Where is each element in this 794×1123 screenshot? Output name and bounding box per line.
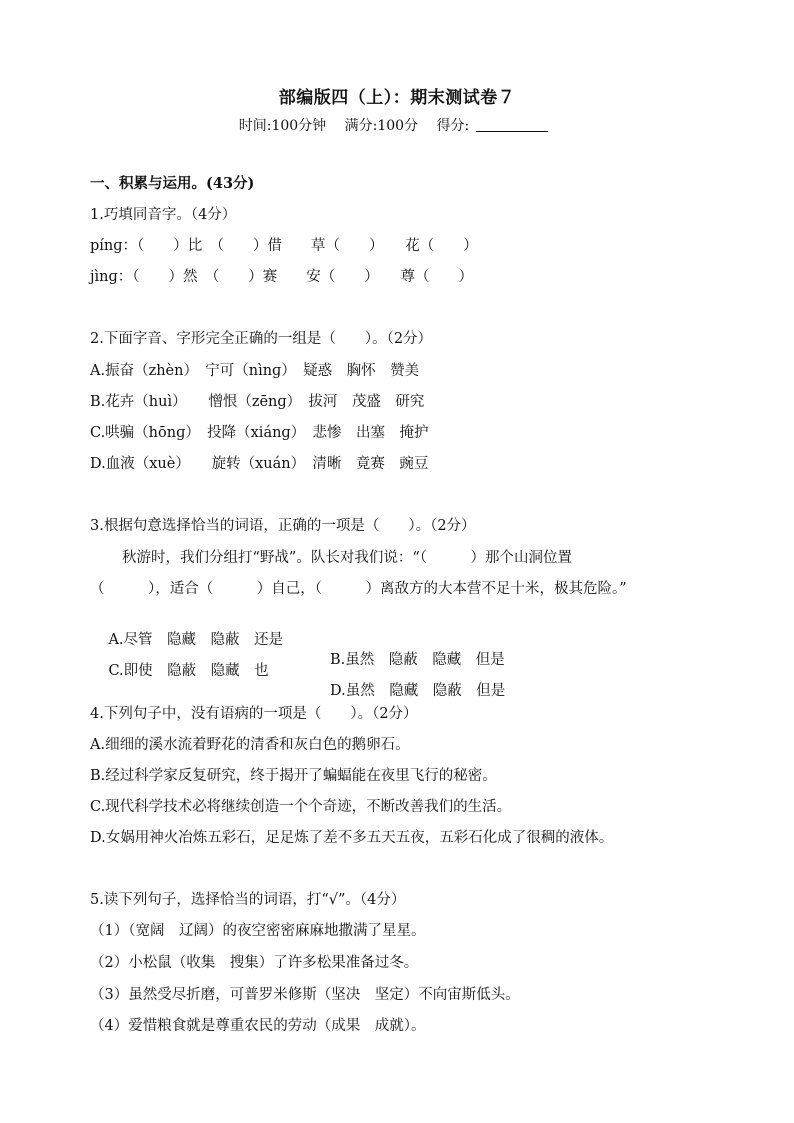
q4-option-a: A.细细的溪水流着野花的清香和灰白色的鹅卵石。 <box>90 737 410 753</box>
q3-option-a: A.尽管 隐藏 隐蔽 还是 <box>108 632 284 648</box>
q5-stem: 5.读下列句子，选择恰当的词语，打“√”。（4分） <box>90 892 406 908</box>
q4-stem: 4.下列句子中，没有语病的一项是（ ）。（2分） <box>90 706 418 722</box>
time-label: 时间:100分钟 <box>238 118 327 134</box>
score-label: 得分: <box>436 118 470 134</box>
q3-option-b: B.虽然 隐蔽 隐藏 但是 <box>330 652 505 668</box>
q2-option-a: A.振奋（zhèn） 宁可（nìnɡ） 疑惑 胸怀 赞美 <box>90 363 420 379</box>
q3-option-d: D.虽然 隐藏 隐蔽 但是 <box>330 683 506 699</box>
q3-passage-line2: （ ），适合（ ）自己，（ ）离敌方的大本营不足十米，极其危险。” <box>90 581 627 597</box>
q5-item-4: （4）爱惜粮食就是尊重农民的劳动（成果 成就）。 <box>90 1018 426 1034</box>
q5-item-1: （1）（宽阔 辽阔）的夜空密密麻麻地撒满了星星。 <box>90 923 426 939</box>
q2-option-b: B.花卉（huì） 憎恨（zēnɡ） 拔河 茂盛 研究 <box>90 394 425 410</box>
q1-stem: 1.巧填同音字。（4分） <box>90 207 237 223</box>
q5-item-3: （3）虽然受尽折磨，可普罗米修斯（坚决 坚定）不向宙斯低头。 <box>90 987 520 1003</box>
q4-option-c: C.现代科学技术必将继续创造一个个奇迹，不断改善我们的生活。 <box>90 799 512 815</box>
q4-option-d: D.女娲用神火冶炼五彩石，足足炼了差不多五天五夜，五彩石化成了很稠的液体。 <box>90 830 614 846</box>
q1-row-jing: jìnɡ：（ ）然 （ ）赛 安（ ） 尊（ ） <box>90 269 474 285</box>
q3-stem: 3.根据句意选择恰当的词语，正确的一项是（ ）。（2分） <box>90 518 476 534</box>
score-field <box>437 118 556 134</box>
q2-option-c: C.哄骗（hōnɡ） 投降（xiánɡ） 悲惨 出塞 掩护 <box>90 425 429 441</box>
exam-meta <box>0 115 794 135</box>
q3-option-c: C.即使 隐蔽 隐藏 也 <box>108 663 269 679</box>
q2-option-d: D.血液（xuè） 旋转（xuán） 清晰 竟赛 豌豆 <box>90 456 429 472</box>
page-title: 部编版四（上）：期末测试卷７ <box>278 88 516 108</box>
q5-item-2: （2）小松鼠（收集 搜集）了许多松果准备过冬。 <box>90 955 419 971</box>
score-blank <box>476 117 548 132</box>
q1-row-ping: pínɡ：（ ）比 （ ）借 草（ ） 花（ ） <box>90 238 478 254</box>
q3-passage-line1: 秋游时，我们分组打“野战”。队长对我们说：“（ ）那个山洞位置 <box>122 550 572 566</box>
section-heading: 一、积累与运用。(43分) <box>90 175 255 192</box>
full-score-label: 满分:100分 <box>344 118 419 134</box>
q2-stem: 2.下面字音、字形完全正确的一组是（ ）。（2分） <box>90 331 433 347</box>
q4-option-b: B.经过科学家反复研究，终于揭开了蝙蝠能在夜里飞行的秘密。 <box>90 768 497 784</box>
